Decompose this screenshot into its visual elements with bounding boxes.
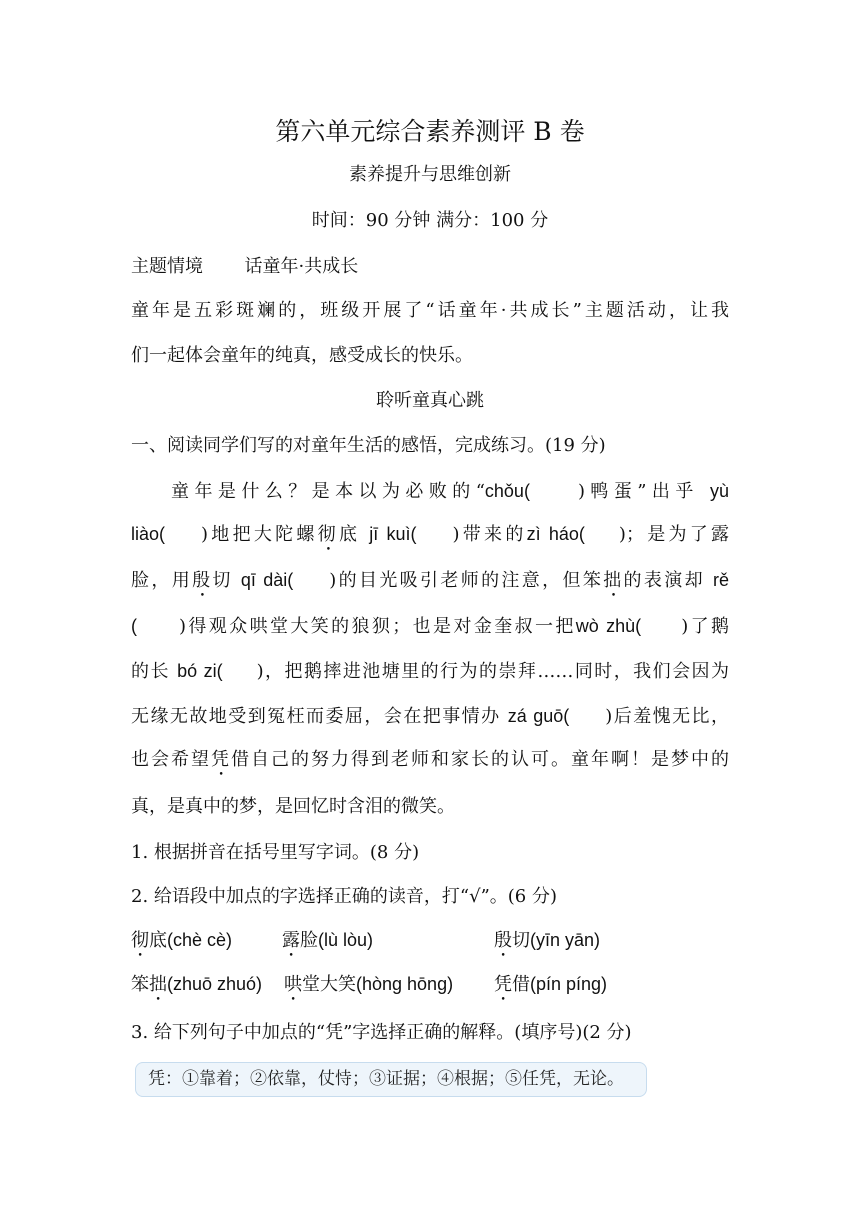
intro-line-1: 童年是五彩斑斓的，班级开展了“话童年·共成长”主题活动，让我 bbox=[131, 300, 729, 321]
passage-line-8: 真，是真中的梦，是回忆时含泪的微笑。 bbox=[131, 796, 455, 817]
passage-line-5: 的长 bó zi( )，把鹅摔进池塘里的行为的崇拜……同时，我们会因为 bbox=[131, 661, 729, 682]
sub-question-1: 1. 根据拼音在括号里写字词。(8 分) bbox=[131, 842, 420, 863]
passage-line-4: ( )得观众哄堂大笑的狼狈；也是对金奎叔一把wò zhù( )了鹅 bbox=[131, 616, 729, 637]
pronunciation-item: 笨拙(zhuō zhuó) bbox=[131, 974, 263, 995]
question-1-heading: 一、阅读同学们写的对童年生活的感悟，完成练习。(19 分) bbox=[131, 435, 606, 456]
section-title: 聆听童真心跳 bbox=[376, 390, 484, 411]
pronunciation-item: 哄堂大笑(hòng hōng) bbox=[284, 974, 454, 995]
sub-question-2: 2. 给语段中加点的字选择正确的读音，打“√”。(6 分) bbox=[131, 886, 557, 907]
pronunciation-item: 殷切(yīn yān) bbox=[494, 930, 601, 951]
pronunciation-item: 彻底(chè cè) bbox=[131, 930, 233, 951]
passage-line-2: liào( )地把大陀螺彻底 jī kuì( )带来的zì háo( )；是为了露 bbox=[131, 524, 730, 545]
theme-line bbox=[131, 252, 729, 278]
theme-name: 话童年·共成长 bbox=[244, 256, 359, 277]
definition-box: 凭：①靠着；②依靠，仗恃；③证据；④根据；⑤任凭，无论。 bbox=[135, 1062, 647, 1097]
passage-line-7: 也会希望凭借自己的努力得到老师和家长的认可。童年啊！是梦中的 bbox=[131, 749, 729, 770]
passage-line-6: 无缘无故地受到冤枉而委屈，会在把事情办 zá guō( )后羞愧无比， bbox=[131, 706, 729, 727]
theme-label: 主题情境 bbox=[131, 256, 203, 277]
passage-line-3: 脸，用殷切 qī dài( )的目光吸引老师的注意，但笨拙的表演却 rě bbox=[131, 570, 730, 591]
intro-line-2: 们一起体会童年的纯真，感受成长的快乐。 bbox=[131, 345, 473, 366]
passage-line-1: 童年是什么？是本以为必败的“chǒu( )鸭蛋”出乎 yù bbox=[171, 481, 729, 502]
pronunciation-item: 凭借(pín píng) bbox=[494, 974, 608, 995]
page-subtitle: 素养提升与思维创新 bbox=[349, 164, 511, 185]
time-info: 时间：90 分钟 满分：100 分 bbox=[311, 210, 549, 231]
page-title: 第六单元综合素养测评 B 卷 bbox=[275, 117, 585, 146]
pronunciation-item: 露脸(lù lòu) bbox=[282, 930, 374, 951]
sub-question-3: 3. 给下列句子中加点的“凭”字选择正确的解释。(填序号)(2 分) bbox=[131, 1022, 632, 1043]
